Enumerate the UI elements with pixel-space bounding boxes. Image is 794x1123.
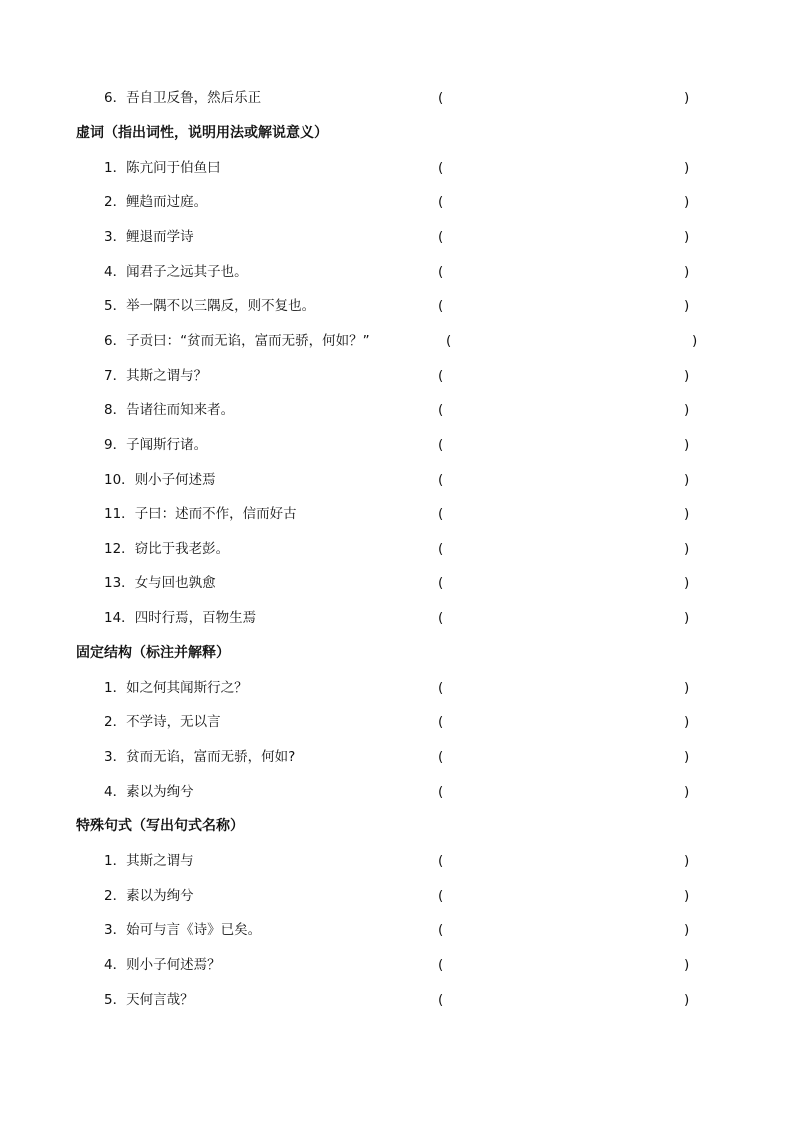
question-item (104, 677, 248, 699)
question-number: 6． (104, 90, 127, 106)
answer-paren-open: ( (438, 853, 444, 869)
answer-paren-open: ( (438, 437, 444, 453)
question-row (0, 330, 794, 352)
question-text: 子闻斯行诸。 (126, 437, 208, 453)
question-item (104, 572, 216, 594)
question-number: 5． (104, 298, 127, 314)
question-row (0, 434, 794, 456)
question-row (0, 711, 794, 733)
question-number: 1． (104, 680, 127, 696)
question-number: 1． (104, 853, 127, 869)
question-row (0, 677, 794, 699)
answer-paren-close: ) (684, 714, 690, 730)
section-heading-row (0, 642, 794, 664)
question-text: 闻君子之远其子也。 (126, 264, 248, 280)
answer-paren-open: ( (438, 575, 444, 591)
question-row (0, 399, 794, 421)
answer-paren-close: ) (684, 957, 690, 973)
question-item (104, 365, 207, 387)
question-row (0, 191, 794, 213)
question-text: 吾自卫反鲁，然后乐正 (126, 90, 262, 106)
question-item (104, 538, 229, 560)
question-number: 9． (104, 437, 127, 453)
section-heading-row (0, 815, 794, 837)
question-item (104, 434, 207, 456)
answer-paren-close: ) (684, 992, 690, 1008)
question-text: 始可与言《诗》已矣。 (126, 922, 262, 938)
question-number: 7． (104, 368, 127, 384)
question-text: 其斯之谓与？ (126, 368, 208, 384)
section-heading-row (0, 122, 794, 144)
question-item (104, 885, 194, 907)
question-number: 14． (104, 610, 135, 626)
question-row (0, 850, 794, 872)
question-row (0, 781, 794, 803)
answer-paren-open: ( (438, 992, 444, 1008)
answer-paren-close: ) (684, 541, 690, 557)
question-text: 贫而无谄，富而无骄，何如? (126, 749, 296, 765)
question-item (104, 746, 295, 768)
answer-paren-open: ( (438, 610, 444, 626)
question-item (104, 261, 248, 283)
question-item (104, 226, 194, 248)
question-row (0, 157, 794, 179)
question-row (0, 885, 794, 907)
question-number: 11． (104, 506, 135, 522)
question-text: 鲤趋而过庭。 (126, 194, 208, 210)
question-item (104, 469, 216, 491)
question-item (104, 191, 207, 213)
section-heading: 虚词（指出词性，说明用法或解说意义） (76, 125, 328, 141)
answer-paren-close: ) (684, 888, 690, 904)
answer-paren-close: ) (684, 437, 690, 453)
section-heading: 特殊句式（写出句式名称） (76, 818, 244, 834)
question-row (0, 746, 794, 768)
question-text: 则小子何述焉？ (126, 957, 221, 973)
answer-paren-close: ) (684, 506, 690, 522)
answer-paren-open: ( (446, 333, 452, 349)
answer-paren-close: ) (684, 90, 690, 106)
answer-paren-close: ) (684, 298, 690, 314)
question-row (0, 226, 794, 248)
answer-paren-close: ) (684, 680, 690, 696)
question-row (0, 572, 794, 594)
question-row (0, 538, 794, 560)
question-row (0, 919, 794, 941)
question-row (0, 261, 794, 283)
answer-paren-close: ) (684, 402, 690, 418)
question-row (0, 607, 794, 629)
question-text: 举一隅不以三隅反，则不复也。 (126, 298, 316, 314)
question-row (0, 87, 794, 109)
answer-paren-open: ( (438, 506, 444, 522)
question-item (104, 330, 370, 352)
answer-paren-close: ) (684, 160, 690, 176)
question-text: 则小子何述焉 (134, 472, 216, 488)
answer-paren-close: ) (684, 610, 690, 626)
answer-paren-close: ) (684, 472, 690, 488)
answer-paren-open: ( (438, 784, 444, 800)
question-number: 12． (104, 541, 135, 557)
question-number: 4． (104, 784, 127, 800)
question-item (104, 711, 221, 733)
question-item (104, 850, 194, 872)
answer-paren-close: ) (684, 264, 690, 280)
answer-paren-open: ( (438, 402, 444, 418)
question-number: 3． (104, 749, 127, 765)
question-text: 不学诗，无以言 (126, 714, 221, 730)
answer-paren-open: ( (438, 714, 444, 730)
section-heading: 固定结构（标注并解释） (76, 645, 230, 661)
question-number: 8． (104, 402, 127, 418)
question-row (0, 503, 794, 525)
question-text: 其斯之谓与 (126, 853, 194, 869)
question-text: 四时行焉，百物生焉 (134, 610, 257, 626)
question-item (104, 954, 221, 976)
answer-paren-open: ( (438, 298, 444, 314)
question-text: 陈亢问于伯鱼曰 (126, 160, 221, 176)
answer-paren-close: ) (684, 922, 690, 938)
answer-paren-open: ( (438, 264, 444, 280)
question-item (104, 399, 234, 421)
answer-paren-close: ) (684, 749, 690, 765)
answer-paren-open: ( (438, 922, 444, 938)
answer-paren-close: ) (684, 784, 690, 800)
answer-paren-open: ( (438, 229, 444, 245)
question-text: 如之何其闻斯行之？ (126, 680, 248, 696)
answer-paren-close: ) (684, 575, 690, 591)
question-row (0, 989, 794, 1011)
question-number: 10． (104, 472, 135, 488)
question-row (0, 954, 794, 976)
question-number: 3． (104, 922, 127, 938)
answer-paren-open: ( (438, 541, 444, 557)
question-number: 2． (104, 714, 127, 730)
answer-paren-open: ( (438, 194, 444, 210)
question-text: 子曰：述而不作，信而好古 (134, 506, 297, 522)
question-number: 1． (104, 160, 127, 176)
question-text: 子贡曰：“贫而无谄，富而无骄，何如？” (126, 333, 370, 349)
answer-paren-open: ( (438, 472, 444, 488)
question-item (104, 919, 261, 941)
question-row (0, 365, 794, 387)
question-text: 告诸往而知来者。 (126, 402, 235, 418)
answer-paren-open: ( (438, 160, 444, 176)
answer-paren-close: ) (684, 229, 690, 245)
question-item (104, 503, 297, 525)
question-number: 5． (104, 992, 127, 1008)
question-text: 窃比于我老彭。 (134, 541, 230, 557)
question-text: 素以为绚兮 (126, 784, 194, 800)
question-number: 2． (104, 194, 127, 210)
question-number: 6． (104, 333, 127, 349)
answer-paren-close: ) (684, 853, 690, 869)
question-text: 女与回也孰愈 (134, 575, 216, 591)
question-number: 2． (104, 888, 127, 904)
answer-paren-open: ( (438, 749, 444, 765)
question-item (104, 87, 261, 109)
answer-paren-close: ) (684, 194, 690, 210)
question-row (0, 469, 794, 491)
answer-paren-open: ( (438, 368, 444, 384)
question-number: 4． (104, 264, 127, 280)
question-text: 鲤退而学诗 (126, 229, 194, 245)
question-number: 3． (104, 229, 127, 245)
question-text: 天何言哉？ (126, 992, 194, 1008)
question-text: 素以为绚兮 (126, 888, 194, 904)
question-item (104, 295, 315, 317)
question-row (0, 295, 794, 317)
answer-paren-open: ( (438, 90, 444, 106)
question-item (104, 781, 194, 803)
answer-paren-close: ) (692, 333, 698, 349)
answer-paren-open: ( (438, 957, 444, 973)
answer-paren-open: ( (438, 888, 444, 904)
question-item (104, 157, 221, 179)
answer-paren-open: ( (438, 680, 444, 696)
answer-paren-close: ) (684, 368, 690, 384)
question-item (104, 989, 194, 1011)
question-item (104, 607, 256, 629)
question-number: 13． (104, 575, 135, 591)
question-number: 4． (104, 957, 127, 973)
